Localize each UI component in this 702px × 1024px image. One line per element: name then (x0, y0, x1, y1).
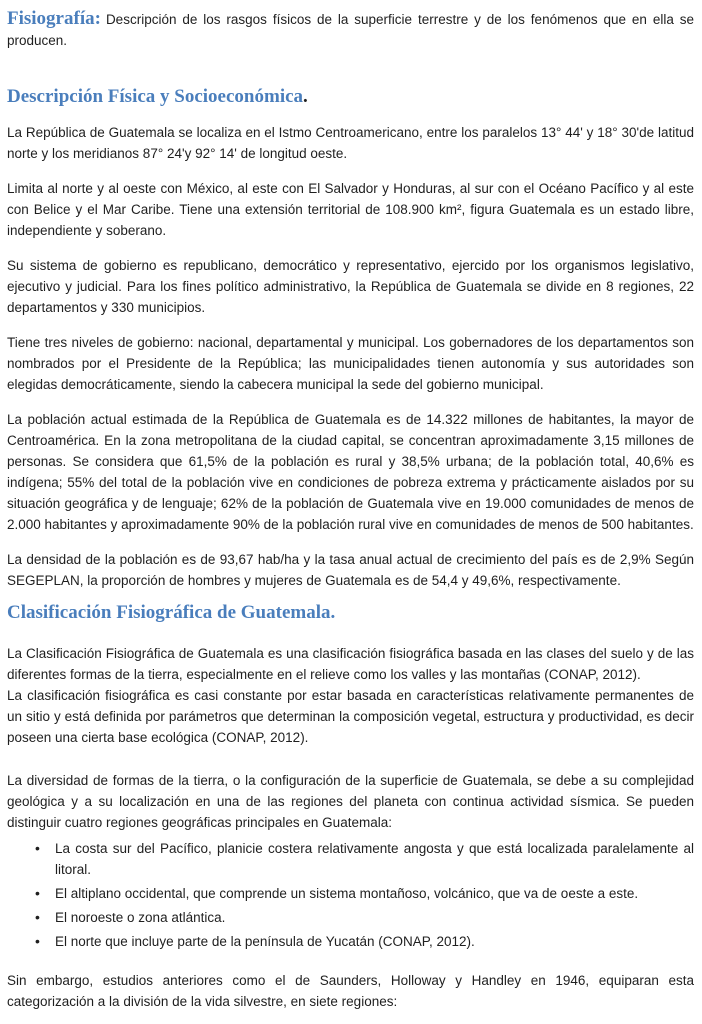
paragraph-diversity: La diversidad de formas de la tierra, o la configuración de la superficie de Guatemala, se debe a su complejidad geológica y a su localización en una de las regiones del planeta con continua actividad sísmica. Se pueden distinguir cuatro regiones geográficas principales en Guatemala: (7, 773, 694, 830)
section1-heading-text: Descripción Física y Socioeconómica (7, 86, 304, 107)
paragraph-localization: La República de Guatemala se localiza en el Istmo Centroamericano, entre los paralelos 13° 44' y 18° 30'de latitud norte y los meridianos 87° 24'y 92° 14' de longitud oeste. (7, 125, 694, 161)
intro-paragraph (7, 8, 694, 51)
paragraph-classification-1: La Clasificación Fisiográfica de Guatemala es una clasificación fisiográfica basada en las clases del suelo y de las diferentes formas de la tierra, especialmente en el relieve como los valles y las montañas (CONAP, 2012). (7, 646, 694, 682)
paragraph-government: Su sistema de gobierno es republicano, democrático y representativo, ejercido por los organismos legislativo, ejecutivo y judicial. Para los fines político administrativo, la República de Guatemala se divide en 8 regiones, 22 departamentos y 330 municipios. (7, 258, 694, 315)
paragraph-population: La población actual estimada de la República de Guatemala es de 14.322 millones de habitantes, la mayor de Centroamérica. En la zona metropolitana de la ciudad capital, se concentran aproximadamente 3,15 millones de personas. Se considera que 61,5% de la población es rural y 38,5% urbana; de la población total, 40,6% es indígena; 55% del total de la población vive en condiciones de pobreza extrema y prácticamente aislados por su situación geográfica y de lenguaje; 62% de la población de Guatemala vive en 19.000 comunidades de menos de 2.000 habitantes y aproximadamente 90% de la población rural vive en comunidades de menos de 500 habitantes. (7, 412, 694, 532)
regions-bullet-list (33, 838, 694, 952)
paragraph-government-levels: Tiene tres niveles de gobierno: nacional, departamental y municipal. Los gobernadores de los departamentos son nombrados por el Presidente de la República; las municipalidades tienen autonomía y sus autoridades son elegidas democráticamente, siendo la cabecera municipal la sede del gobierno municipal. (7, 335, 694, 392)
intro-term: Fisiografía: (7, 8, 101, 29)
paragraph-density: La densidad de la población es de 93,67 hab/ha y la tasa anual actual de crecimiento del país es de 2,9% Según SEGEPLAN, la proporción de hombres y mujeres de Guatemala es de 54,4 y 49,6%, respectivamente. (7, 552, 694, 588)
paragraph-borders: Limita al norte y al oeste con México, al este con El Salvador y Honduras, al sur con el Océano Pacífico y al este con Belice y el Mar Caribe. Tiene una extensión territorial de 108.900 km², figura Guatemala es un estado libre, independiente y soberano. (7, 181, 694, 238)
section1-heading (7, 85, 694, 109)
list-item-altiplano: • El altiplano occidental, que comprende un sistema montañoso, volcánico, que va de oeste a este. (33, 883, 694, 904)
list-item-noroeste: • El noroeste o zona atlántica. (33, 907, 694, 928)
intro-definition: Descripción de los rasgos físicos de la superficie terrestre y de los fenómenos que en ella se producen. (7, 12, 694, 48)
list-item-costa-sur: • La costa sur del Pacífico, planicie costera relativamente angosta y que está localizada paralelamente al litoral. (33, 838, 694, 880)
list-item-norte: • El norte que incluye parte de la península de Yucatán (CONAP, 2012). (33, 931, 694, 952)
paragraph-saunders: Sin embargo, estudios anteriores como el de Saunders, Holloway y Handley en 1946, equiparan esta categorización a la división de la vida silvestre, en siete regiones: (7, 973, 694, 1009)
section1-heading-period: . (303, 86, 308, 107)
paragraph-classification-2: La clasificación fisiográfica es casi constante por estar basada en características relativamente permanentes de un sitio y está definida por parámetros que determinan la composición vegetal, estructura y productividad, es decir poseen una cierta base ecológica (CONAP, 2012). (7, 688, 694, 745)
section2-heading: Clasificación Fisiográfica de Guatemala. (7, 602, 336, 623)
